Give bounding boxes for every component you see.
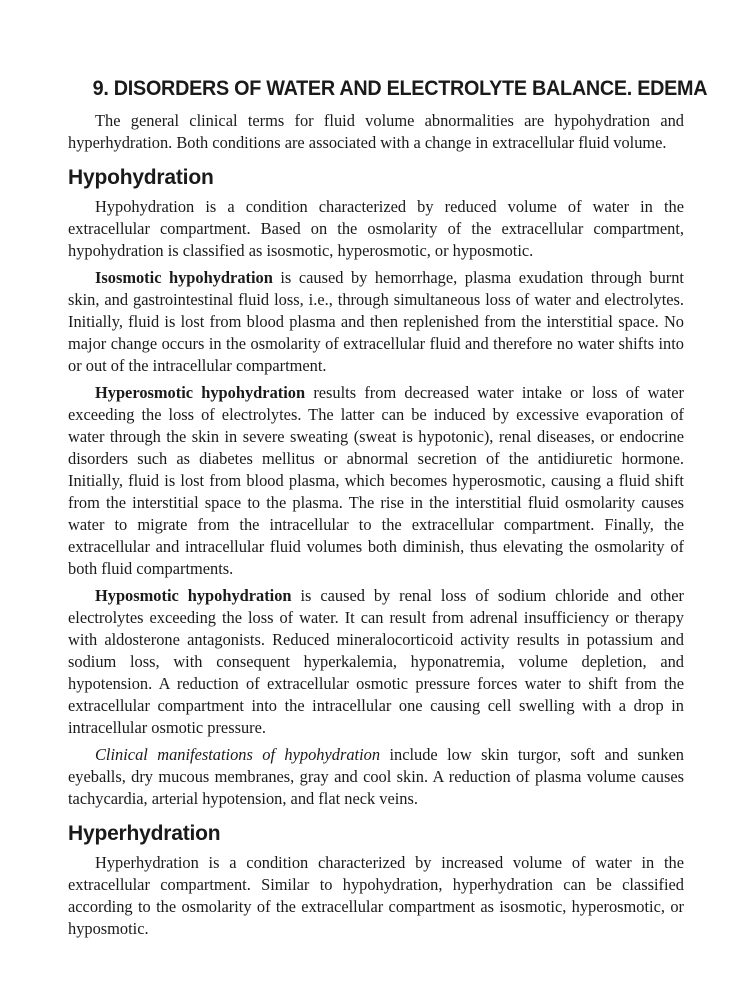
clinical-paragraph bbox=[68, 744, 684, 810]
isosmotic-term: Isosmotic hypohydration bbox=[95, 268, 273, 287]
hyposmotic-paragraph bbox=[68, 585, 684, 739]
section-heading-hyperhydration: Hyperhydration bbox=[68, 822, 221, 845]
clinical-term: Clinical manifestations of hypohydration bbox=[95, 745, 381, 764]
hyperhydration-definition: Hyperhydration is a condition characterized by increased volume of water in the extracellular compartment. Similar to hypohydration, hyperhydration can be classified according to the osmolarity of the extracellular compartment as isosmotic, hyperosmotic, or hyposmotic. bbox=[68, 853, 684, 938]
hyposmotic-text: is caused by renal loss of sodium chloride and other electrolytes exceeding the loss of water. It can result from adrenal insufficiency or therapy with aldosterone antagonists. Reduced mineralocorticoid activity results in potassium and sodium loss, with consequent hyperkalemia, hyponatremia, volume depletion, and hypotension. A reduction of extracellular osmotic pressure forces water to shift from the extracellular compartment into the intracellular one causing cell swelling with a drop in intracellular osmotic pressure. bbox=[68, 586, 684, 737]
isosmotic-paragraph bbox=[68, 267, 684, 377]
hyposmotic-term: Hyposmotic hypohydration bbox=[95, 586, 292, 605]
section-heading-hypohydration: Hypohydration bbox=[68, 166, 214, 189]
chapter-title: 9. DISORDERS OF WATER AND ELECTROLYTE BALANCE. EDEMA bbox=[92, 76, 708, 100]
hyperosmotic-term: Hyperosmotic hypohydration bbox=[95, 383, 306, 402]
hyperosmotic-text: results from decreased water intake or loss of water exceeding the loss of electrolytes. The latter can be induced by excessive evaporation of water through the skin in severe sweating (sweat is hypotonic), renal diseases, or endocrine disorders such as diabetes mellitus or abnormal secretion of the antidiuretic hormone. Initially, fluid is lost from blood plasma, which becomes hyperosmotic, causing a fluid shift from the interstitial space to the plasma. The rise in the interstitial fluid osmolarity causes water to migrate from the intracellular to the extracellular compartment. Finally, the extracellular and intracellular fluid volumes both diminish, thus elevating the osmolarity of both fluid compartments. bbox=[68, 383, 684, 578]
hypohydration-definition: Hypohydration is a condition characterized by reduced volume of water in the extracellular compartment. Based on the osmolarity of the extracellular compartment, hypohydration is classified as isosmotic, hyperosmotic, or hyposmotic. bbox=[68, 197, 684, 260]
isosmotic-text: is caused by hemorrhage, plasma exudation through burnt skin, and gastrointestinal fluid loss, i.e., through simultaneous loss of water and electrolytes. Initially, fluid is lost from blood plasma and then replenished from the interstitial space. No major change occurs in the osmolarity of extracellular fluid and therefore no water shifts into or out of the intracellular compartment. bbox=[68, 268, 684, 375]
intro-paragraph: The general clinical terms for fluid volume abnormalities are hypohydration and hyperhydration. Both conditions are associated with a change in extracellular fluid volume. bbox=[68, 111, 684, 152]
hyperosmotic-paragraph bbox=[68, 382, 684, 580]
clinical-text: include low skin turgor, soft and sunken eyeballs, dry mucous membranes, gray and cool skin. A reduction of plasma volume causes tachycardia, arterial hypotension, and flat neck veins. bbox=[68, 745, 684, 808]
page bbox=[68, 68, 708, 945]
